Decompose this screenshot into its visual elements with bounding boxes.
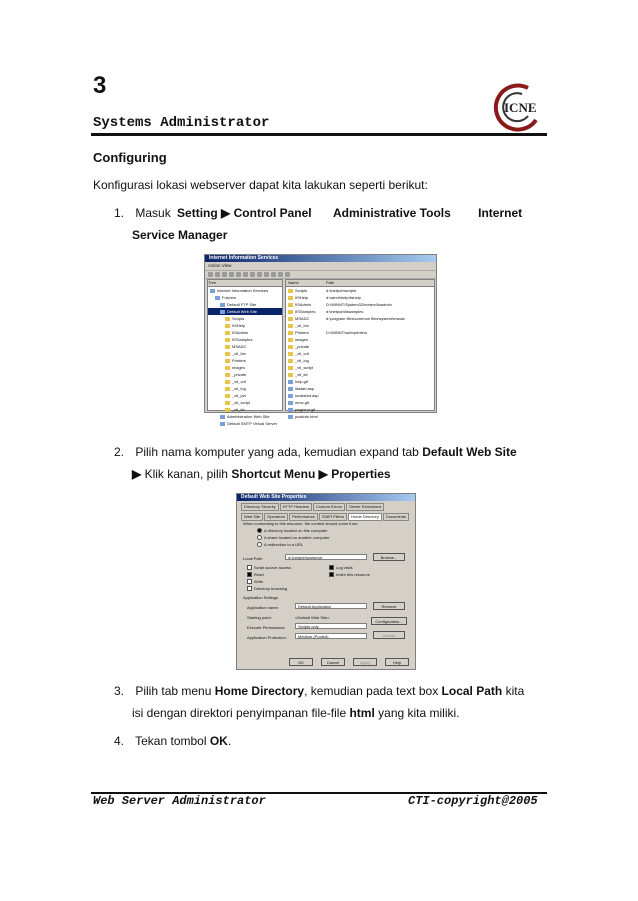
tree-item-label: _vti_bin (232, 351, 246, 356)
tree-item[interactable] (208, 364, 282, 371)
list-item[interactable] (286, 294, 434, 301)
list-item-path: d:\inetpub\scripts (326, 288, 357, 293)
footer-right: CTI-copyright@2005 (408, 794, 538, 808)
tree-item-label: Printers (232, 358, 246, 363)
step-3-kita: kita (505, 684, 525, 698)
tree-item-label: MSADC (232, 344, 247, 349)
list-item[interactable] (286, 287, 434, 294)
tree-item[interactable] (208, 413, 282, 420)
arrow-icon: ▶ (132, 467, 142, 481)
list-item[interactable] (286, 343, 434, 350)
iis-title: Internet Information Services (205, 255, 436, 262)
tree-item-label: _vti_cnf (232, 379, 246, 384)
list-item[interactable] (286, 392, 434, 399)
tab[interactable]: ISAPI Filters (319, 513, 347, 521)
folder-icon (225, 317, 230, 321)
tab[interactable]: Documents (383, 513, 409, 521)
file-icon (288, 296, 293, 300)
tree-item[interactable] (208, 371, 282, 378)
list-item-name: _vti_txt (295, 372, 308, 377)
file-icon (288, 331, 293, 335)
tree-item[interactable] (208, 343, 282, 350)
list-item[interactable] (286, 357, 434, 364)
file-icon (288, 408, 293, 412)
folder-icon (225, 387, 230, 391)
step-2: 2. Pilih nama komputer yang ada, kemudian expand tab Default Web Site ▶ Klik kanan, pilih Shortcut Menu ▶ Properties (114, 445, 517, 481)
chapter-role: Systems Administrator (93, 115, 270, 131)
list-item-name: _vti_script (295, 365, 314, 370)
app-name-label: Application name: (247, 605, 279, 610)
file-icon (288, 303, 293, 307)
tree-item-label: Default SMTP Virtual Server (227, 421, 278, 426)
option-redirect[interactable]: A redirection to a URL (257, 542, 303, 547)
folder-icon (225, 394, 230, 398)
check-index[interactable]: Index this resource (329, 572, 370, 577)
file-icon (288, 352, 293, 356)
tree-item-label: _vti_script (232, 400, 251, 405)
list-item-name: help.gif (295, 379, 308, 384)
file-icon (288, 401, 293, 405)
tab[interactable]: Home Directory (348, 513, 382, 521)
path-admin-tools: Administrative Tools (332, 206, 451, 220)
check-read[interactable]: Read (247, 572, 264, 577)
default-web-site-label: Default Web Site (422, 445, 517, 459)
protect-label: Application Protection: (247, 635, 287, 640)
path-control-panel: Control Panel (233, 206, 312, 220)
list-item[interactable] (286, 322, 434, 329)
list-item-path: D:\WINNT\web\printers (326, 330, 368, 335)
folder-icon (220, 422, 225, 426)
tree-item[interactable] (208, 378, 282, 385)
list-item-name: mmc.gif (295, 400, 309, 405)
tree-item-label: _vti_txt (232, 407, 245, 412)
folder-icon (220, 310, 225, 314)
apply-button[interactable]: Apply (353, 658, 377, 666)
chapter-number: 3 (93, 72, 107, 99)
tabs-row-2 (237, 511, 415, 521)
tree-item-label: Default FTP Site (227, 302, 257, 307)
tab[interactable]: Operators (264, 513, 288, 521)
step-text: Masuk (135, 206, 171, 220)
list-item-name: _vti_log (295, 358, 309, 363)
list-item-name: IISSamples (295, 309, 316, 314)
check-log-visits[interactable]: Log visits (329, 565, 353, 570)
tree-item-label: Administration Web Site (227, 414, 270, 419)
tab[interactable]: Server Extensions (346, 503, 384, 511)
list-item[interactable] (286, 301, 434, 308)
tab[interactable]: HTTP Headers (280, 503, 313, 511)
option-share[interactable]: A share located on another computer (257, 535, 330, 540)
tree-item-label: Default Web Site (227, 309, 257, 314)
file-icon (288, 394, 293, 398)
file-icon (288, 366, 293, 370)
folder-icon (225, 373, 230, 377)
list-item-name: localstart.asp (295, 393, 319, 398)
icne-logo (488, 82, 546, 130)
check-write[interactable]: Write (247, 579, 263, 584)
cancel-button[interactable]: Cancel (321, 658, 345, 666)
folder-icon (225, 359, 230, 363)
file-icon (288, 359, 293, 363)
list-item-name: iisstart.asp (295, 386, 315, 391)
tree-item[interactable] (208, 322, 282, 329)
list-item[interactable] (286, 315, 434, 322)
ok-button[interactable]: OK (289, 658, 313, 666)
file-icon (288, 317, 293, 321)
iis-list-pane (285, 279, 435, 419)
folder-icon (225, 408, 230, 412)
arrow-icon: ▶ (318, 467, 328, 481)
folder-icon (225, 331, 230, 335)
path-ism: Service Manager (132, 228, 228, 242)
tree-item[interactable] (208, 301, 282, 308)
arrow-icon: ▶ (221, 206, 231, 220)
tabs-row-1 (237, 501, 415, 511)
tree-item[interactable] (208, 385, 282, 392)
list-item-name: Printers (295, 330, 309, 335)
file-icon (288, 387, 293, 391)
tree-item[interactable] (208, 406, 282, 413)
file-icon (288, 289, 293, 293)
folder-icon (225, 401, 230, 405)
list-item[interactable] (286, 371, 434, 378)
props-window (236, 493, 416, 670)
exec-label: Execute Permissions: (247, 625, 286, 630)
tree-item[interactable] (208, 287, 282, 294)
list-item-path: d:\inetpub\iissamples (326, 309, 364, 314)
tree-item[interactable] (208, 357, 282, 364)
connect-label: When connecting to this resource, the content should come from: (243, 521, 359, 526)
tree-item[interactable] (208, 308, 282, 315)
local-path-field[interactable]: d:\inetpub\wwwroot (285, 554, 367, 560)
list-item-name: _vti_bin (295, 323, 309, 328)
start-point-value: <Default Web Site> (295, 615, 330, 620)
list-item-name: IISAdmin (295, 302, 312, 307)
logo-text: ICNE (504, 100, 537, 115)
list-item[interactable] (286, 413, 434, 420)
tree-item[interactable] (208, 392, 282, 399)
tab[interactable]: Custom Errors (313, 503, 345, 511)
folder-icon (210, 289, 215, 293)
list-item-name: _private (295, 344, 310, 349)
list-item-path: D:\WINNT\System32\inetsrv\iisadmin (326, 302, 392, 307)
list-item[interactable] (286, 378, 434, 385)
check-dir-browse[interactable]: Directory browsing (247, 586, 287, 591)
tree-item[interactable] (208, 315, 282, 322)
props-title: Default Web Site Properties (237, 494, 415, 501)
exec-select[interactable]: Scripts only (295, 623, 367, 629)
start-point-label: Starting point: (247, 615, 272, 620)
list-item[interactable] (286, 308, 434, 315)
tree-item-label: _vti_log (232, 386, 246, 391)
check-script-source[interactable]: Script source access (247, 565, 291, 570)
path-setting: Setting (177, 206, 218, 220)
list-item-name: images (295, 337, 308, 342)
list-item-path: d:\winnt\help\iishelp (326, 295, 361, 300)
folder-icon (225, 352, 230, 356)
list-item[interactable] (286, 329, 434, 336)
footer-left: Web Server Administrator (93, 794, 266, 808)
file-icon (288, 338, 293, 342)
tree-item-label: Fulcrew (222, 295, 237, 300)
list-item-name: IISHelp (295, 295, 309, 300)
tree-item-label: Internet Information Services (217, 288, 269, 293)
help-button[interactable]: Help (385, 658, 409, 666)
tab[interactable]: Web Site (241, 513, 263, 521)
list-item[interactable] (286, 406, 434, 413)
tree-item[interactable] (208, 350, 282, 357)
folder-icon (225, 324, 230, 328)
file-icon (288, 373, 293, 377)
browse-button[interactable]: Browse... (373, 553, 405, 561)
col-name: Name (288, 280, 299, 285)
list-item-name: Scripts (295, 288, 308, 293)
folder-icon (215, 296, 220, 300)
tree-header: Tree (208, 280, 282, 287)
list-item-name: MSADC (295, 316, 310, 321)
tree-item-label: IISSamples (232, 337, 253, 342)
list-item[interactable] (286, 336, 434, 343)
iis-menu: Action View (205, 262, 436, 271)
folder-icon (225, 338, 230, 342)
list-item[interactable] (286, 399, 434, 406)
folder-icon (220, 415, 225, 419)
app-settings-label: Application Settings (243, 595, 279, 600)
tab[interactable]: Directory Security (241, 503, 279, 511)
step-1 (114, 202, 542, 246)
tab[interactable]: Performance (289, 513, 318, 521)
iis-tree-pane (207, 279, 283, 426)
tree-item-label: IISAdmin (232, 330, 249, 335)
protect-select[interactable]: Medium (Pooled) (295, 633, 367, 639)
step-3: 3. Pilih tab menu Home Directory, kemudian pada text box Local Path kita isi dengan direktori penyimpanan file-file html yang kita miliki. (114, 684, 525, 720)
iis-window (204, 254, 437, 426)
tree-item-label: _private (232, 372, 247, 377)
list-item[interactable] (286, 364, 434, 371)
list-item-name: pagerror.gif (295, 407, 316, 412)
step-3-line2: isi dengan direktori penyimpanan file-file (132, 706, 347, 720)
tree-item[interactable] (208, 420, 282, 427)
step-number: 1. (114, 206, 125, 220)
list-item-path: d:\program files\common files\system\msadc (326, 316, 405, 321)
tree-item[interactable] (208, 294, 282, 301)
list-item-name: postinfo.html (295, 414, 318, 419)
unload-button[interactable]: Unload (373, 631, 405, 639)
list-item[interactable] (286, 350, 434, 357)
remove-button[interactable]: Remove (373, 602, 405, 610)
list-item-name: _vti_cnf (295, 351, 309, 356)
folder-icon (225, 380, 230, 384)
file-icon (288, 415, 293, 419)
tree-item[interactable] (208, 329, 282, 336)
file-icon (288, 310, 293, 314)
col-path: Path (326, 280, 335, 285)
file-icon (288, 324, 293, 328)
section-title: Configuring (93, 150, 167, 165)
list-item[interactable] (286, 385, 434, 392)
header-rule (91, 133, 547, 136)
tree-item-label: _vti_pvt (232, 393, 246, 398)
tree-item-label: IISHelp (232, 323, 246, 328)
tree-item[interactable] (208, 336, 282, 343)
intro-text: Konfigurasi lokasi webserver dapat kita lakukan seperti berikut: (93, 178, 428, 192)
folder-icon (225, 345, 230, 349)
file-icon (288, 380, 293, 384)
tree-item[interactable] (208, 399, 282, 406)
app-name-field[interactable]: Default Application (295, 603, 367, 609)
iis-toolbar (205, 271, 436, 279)
path-ism-part: Internet (478, 206, 523, 220)
configuration-button[interactable]: Configuration... (371, 617, 407, 625)
folder-icon (220, 303, 225, 307)
tree-item-label: Scripts (232, 316, 245, 321)
option-directory[interactable]: A directory located on this computer (257, 528, 328, 533)
file-icon (288, 345, 293, 349)
tree-item-label: images (232, 365, 245, 370)
local-path-label: Local Path: (243, 556, 264, 561)
step-4: 4. Tekan tombol OK. (114, 734, 232, 748)
folder-icon (225, 366, 230, 370)
